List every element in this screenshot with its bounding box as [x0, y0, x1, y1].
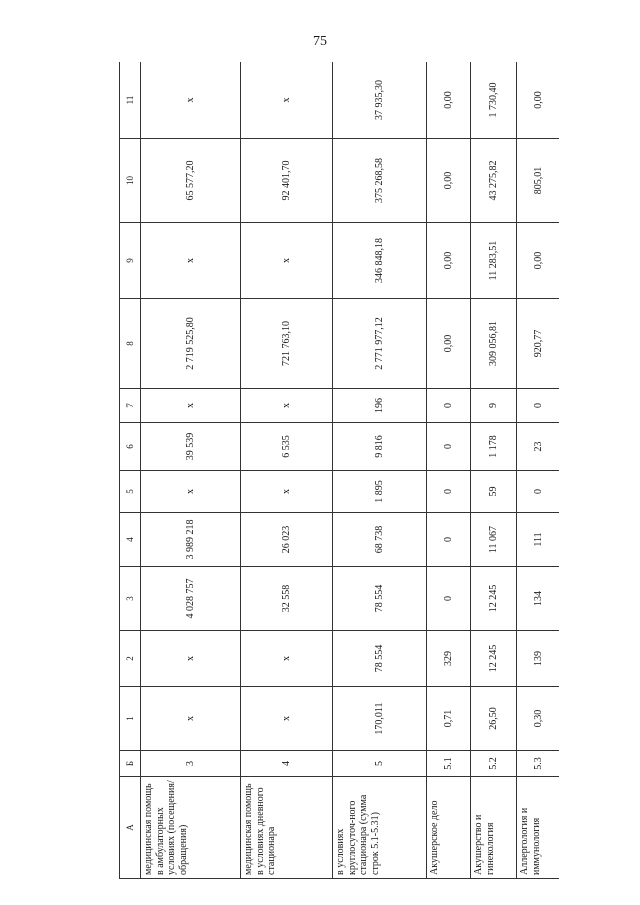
table-cell: 65 577,20: [141, 139, 241, 223]
table-cell: х: [241, 687, 333, 751]
rotated-table-frame: [119, 62, 559, 879]
table-cell: 0: [427, 423, 471, 471]
table-cell: 0: [517, 389, 560, 423]
table-cell: 0: [427, 513, 471, 567]
table-cell: 4: [241, 751, 333, 777]
table-cell: 170,011: [333, 687, 427, 751]
table-cell: 0: [427, 389, 471, 423]
table-cell: 111: [517, 513, 560, 567]
table-cell: 5: [333, 751, 427, 777]
table-cell: х: [141, 389, 241, 423]
table-cell: 805,01: [517, 139, 560, 223]
table-cell: х: [141, 471, 241, 513]
table-cell: 0,00: [427, 299, 471, 389]
table-row: [333, 62, 427, 879]
table-header-cell: 3: [120, 567, 141, 631]
table-cell: 1 178: [471, 423, 517, 471]
table-cell: 12 245: [471, 631, 517, 687]
row-name-cell: в условиях круглосуточ-ного стационара (сумма строк 5.1-5.31): [333, 777, 427, 879]
table-cell: 3 989 218: [141, 513, 241, 567]
table-cell: 26,50: [471, 687, 517, 751]
table-cell: 0,00: [427, 139, 471, 223]
table-cell: 68 738: [333, 513, 427, 567]
table-cell: х: [141, 687, 241, 751]
table-header-cell: 4: [120, 513, 141, 567]
table-cell: х: [241, 631, 333, 687]
table-cell: 2 719 525,80: [141, 299, 241, 389]
data-table: [119, 62, 559, 879]
table-cell: 9: [471, 389, 517, 423]
table-cell: 0,00: [427, 62, 471, 139]
row-name-cell: медицинская помощь в амбулаторных условиях (посещения/ обращения): [141, 777, 241, 879]
table-cell: 0,30: [517, 687, 560, 751]
table-cell: 59: [471, 471, 517, 513]
table-cell: 78 554: [333, 631, 427, 687]
table-header-cell: 1: [120, 687, 141, 751]
table-row: [427, 62, 471, 879]
table-header-cell: 11: [120, 62, 141, 139]
table-cell: 329: [427, 631, 471, 687]
table-cell: 134: [517, 567, 560, 631]
table-header-cell: Б: [120, 751, 141, 777]
table-cell: 37 935,30: [333, 62, 427, 139]
table-cell: 0: [517, 471, 560, 513]
table-header-cell: 7: [120, 389, 141, 423]
table-cell: 11 283,51: [471, 223, 517, 299]
table-cell: 5.3: [517, 751, 560, 777]
table-cell: х: [141, 62, 241, 139]
table-cell: 309 056,81: [471, 299, 517, 389]
table-cell: 6 535: [241, 423, 333, 471]
table-cell: 3: [141, 751, 241, 777]
table-header-cell: 10: [120, 139, 141, 223]
table-row: [517, 62, 560, 879]
table-cell: 0: [427, 567, 471, 631]
table-cell: 39 539: [141, 423, 241, 471]
table-cell: 9 816: [333, 423, 427, 471]
page-number: 75: [313, 34, 327, 49]
table-cell: 11 067: [471, 513, 517, 567]
table-cell: 0,00: [427, 223, 471, 299]
table-cell: 196: [333, 389, 427, 423]
table-cell: х: [241, 223, 333, 299]
table-cell: 0: [427, 471, 471, 513]
row-name-cell: Аллергология и иммунология: [517, 777, 560, 879]
table-header-cell: А: [120, 777, 141, 879]
row-name-cell: медицинская помощь в условиях дневного стационара: [241, 777, 333, 879]
table-cell: 721 763,10: [241, 299, 333, 389]
table-cell: 346 848,18: [333, 223, 427, 299]
table-cell: 92 401,70: [241, 139, 333, 223]
row-name-cell: Акушерство и гинекология: [471, 777, 517, 879]
table-row: [241, 62, 333, 879]
table-header-cell: 2: [120, 631, 141, 687]
table-cell: 43 275,82: [471, 139, 517, 223]
table-cell: 5.2: [471, 751, 517, 777]
table-cell: 26 023: [241, 513, 333, 567]
table-cell: х: [141, 631, 241, 687]
table-cell: 32 558: [241, 567, 333, 631]
table-cell: х: [241, 62, 333, 139]
table-cell: 5.1: [427, 751, 471, 777]
table-row: [471, 62, 517, 879]
table-cell: 0,71: [427, 687, 471, 751]
table-cell: 920,77: [517, 299, 560, 389]
table-cell: х: [241, 471, 333, 513]
table-cell: 0,00: [517, 223, 560, 299]
table-cell: 78 554: [333, 567, 427, 631]
table-header-cell: 9: [120, 223, 141, 299]
table-cell: 1 895: [333, 471, 427, 513]
row-name-cell: Акушерское дело: [427, 777, 471, 879]
table-header-cell: 8: [120, 299, 141, 389]
table-cell: х: [241, 389, 333, 423]
table-cell: 4 028 757: [141, 567, 241, 631]
table-cell: 23: [517, 423, 560, 471]
table-cell: 12 245: [471, 567, 517, 631]
table-cell: 1 730,40: [471, 62, 517, 139]
table-cell: 375 268,58: [333, 139, 427, 223]
table-cell: 139: [517, 631, 560, 687]
table-cell: 2 771 977,12: [333, 299, 427, 389]
table-header-cell: 5: [120, 471, 141, 513]
table-cell: 0,00: [517, 62, 560, 139]
table-header-row: [120, 62, 141, 879]
table-header-cell: 6: [120, 423, 141, 471]
table-row: [141, 62, 241, 879]
table-cell: х: [141, 223, 241, 299]
